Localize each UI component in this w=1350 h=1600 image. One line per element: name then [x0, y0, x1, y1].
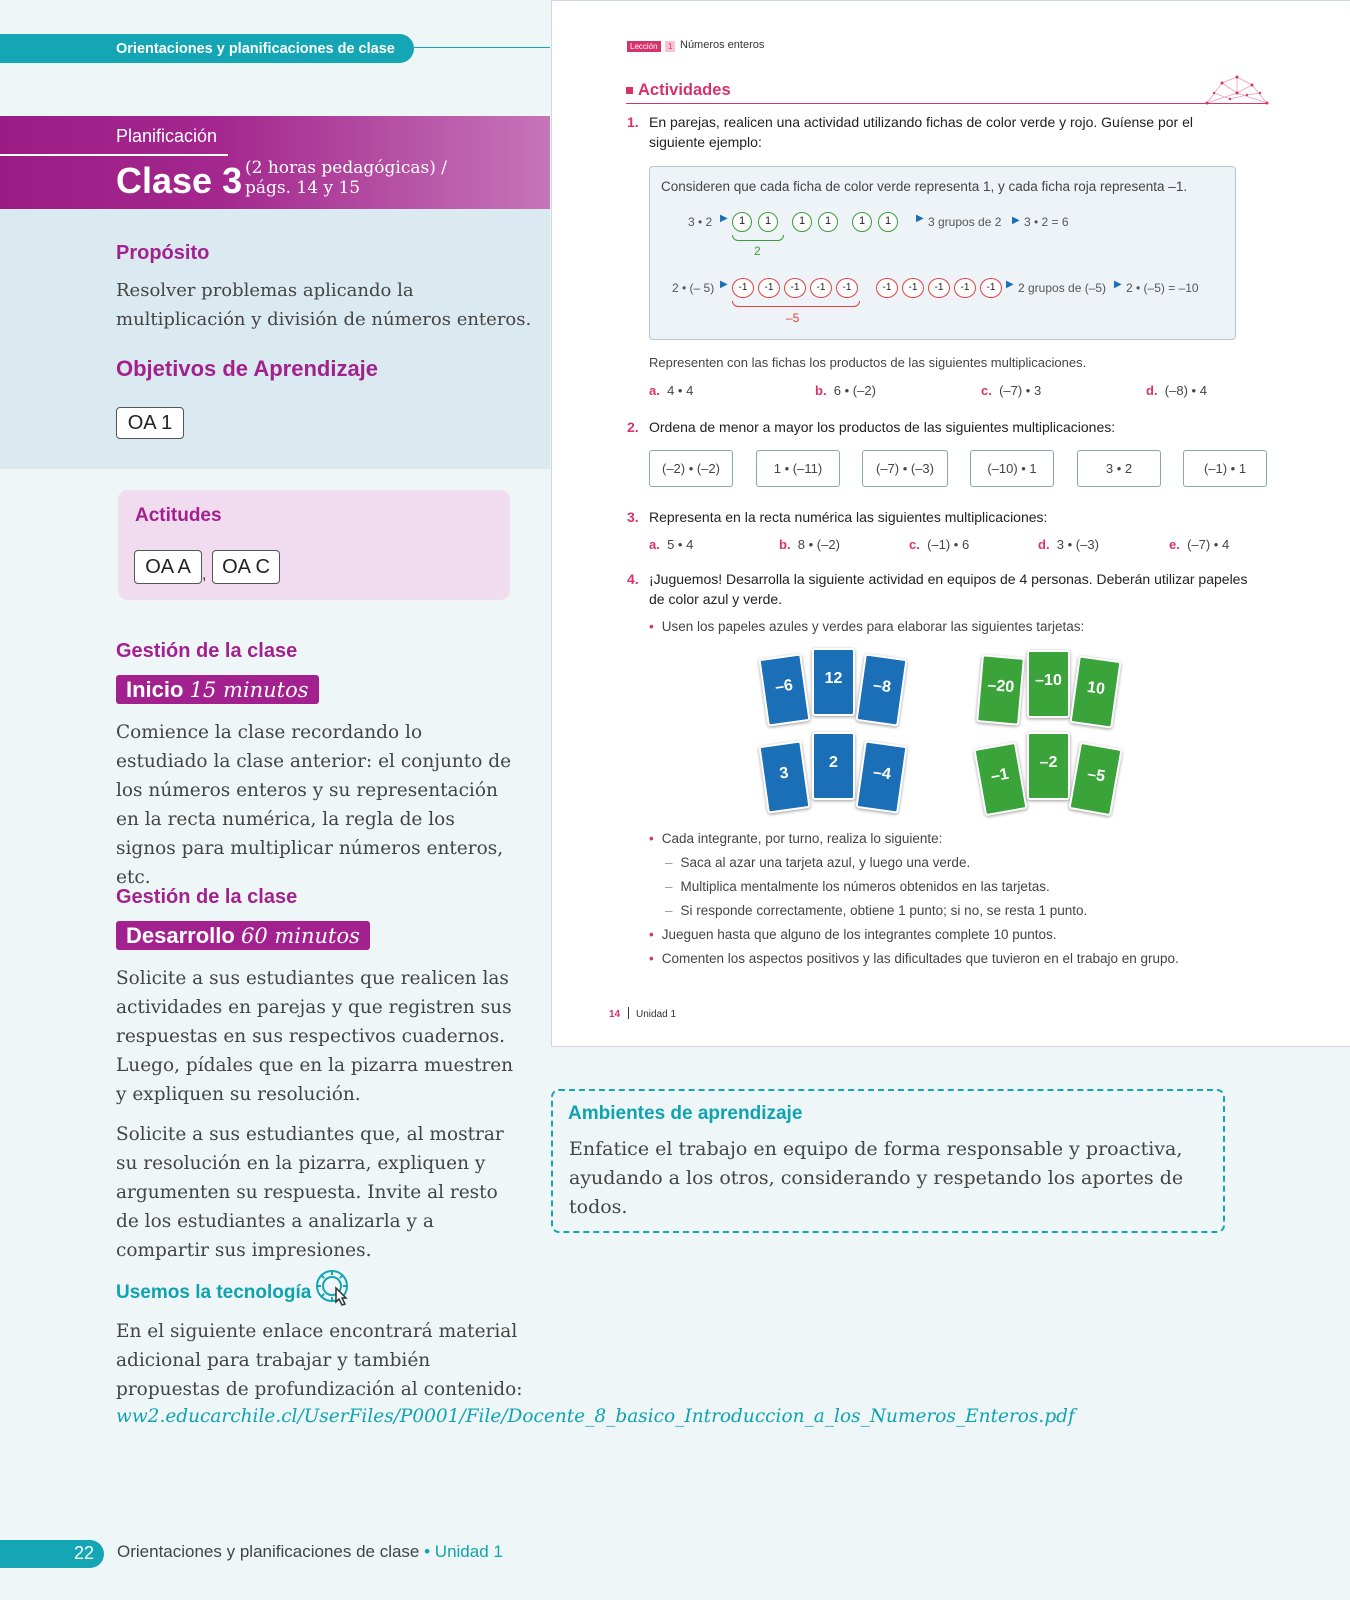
actividades-title: [626, 81, 731, 100]
ex2-result: 2 • (–5) = –10: [1126, 281, 1199, 295]
item-letter: c.: [981, 383, 992, 398]
green-chip: 1: [732, 212, 752, 232]
leccion-label: Lección: [627, 41, 661, 52]
green-card: –20: [976, 654, 1025, 725]
arrow-right-icon: ▶: [1006, 279, 1014, 290]
arrow-right-icon: ▶: [1114, 279, 1122, 290]
example-box: [649, 166, 1236, 340]
order-box: (–10) • 1: [970, 450, 1054, 487]
clase-title: Clase 3: [116, 160, 243, 201]
green-card: –5: [1068, 742, 1122, 816]
proposito-title: Propósito: [116, 242, 210, 264]
oa-badge: OA 1: [116, 407, 184, 439]
ex2-expression: 2 • (– 5): [672, 281, 715, 295]
q3-item-b: [779, 537, 840, 552]
footer-text: [117, 1542, 503, 1562]
green-card: –10: [1027, 650, 1070, 718]
red-chip: -1: [758, 278, 780, 298]
gestion-desarrollo-title: Gestión de la clase: [116, 886, 298, 908]
ex2-chips: [732, 277, 1006, 298]
item-letter: a.: [649, 537, 660, 552]
header-rule: [414, 47, 550, 48]
order-box: 1 • (–11): [756, 450, 840, 487]
actividades-rule: [626, 103, 1266, 104]
student-page-unit: Unidad 1: [636, 1009, 677, 1020]
square-bullet-icon: [626, 87, 633, 94]
q3-text: Representa en la recta numérica las siguientes multiplicaciones:: [649, 509, 1048, 525]
q4-number: 4.: [627, 571, 639, 587]
ambientes-title: Ambientes de aprendizaje: [568, 1103, 803, 1124]
blue-card: 3: [758, 740, 810, 813]
bullet-text: Usen los papeles azules y verdes para elaborar las siguientes tarjetas:: [661, 619, 1085, 634]
page-number: 22: [0, 1540, 104, 1568]
q4-dash-1: – Saca al azar una tarjeta azul, y luego una verde.: [665, 855, 971, 870]
item-value: 5 • 4: [667, 537, 694, 552]
q1-item-d: [1146, 383, 1207, 398]
green-chip: 1: [758, 212, 778, 232]
proposito-section: [0, 209, 550, 469]
bullet-icon: •: [649, 927, 654, 942]
planificacion-banner: [0, 116, 550, 209]
bullet-icon: •: [649, 831, 654, 846]
order-box: (–1) • 1: [1183, 450, 1267, 487]
item-value: 8 • (–2): [797, 537, 840, 552]
network-decoration-icon: [1202, 73, 1272, 112]
item-value: (–7) • 4: [1187, 537, 1230, 552]
item-value: 6 • (–2): [833, 383, 876, 398]
tecnologia-title: Usemos la tecnología: [116, 1282, 312, 1303]
arrow-right-icon: ▶: [720, 279, 728, 290]
green-chip: 1: [792, 212, 812, 232]
student-page: [551, 0, 1350, 1047]
actitud-separator: ,: [202, 566, 207, 583]
ex1-brace-label: 2: [754, 244, 761, 258]
banner-rule: [0, 154, 228, 156]
tecnologia-text: En el siguiente enlace encontrará material adicional para trabajar y también propuestas de profundización al contenido:: [116, 1321, 523, 1400]
order-box: 3 • 2: [1077, 450, 1161, 487]
desarrollo-pill: [116, 921, 370, 950]
blue-card: –8: [855, 653, 907, 726]
leccion-number: 1: [665, 41, 675, 52]
q3-number: 3.: [627, 509, 639, 525]
red-chip: -1: [902, 278, 924, 298]
q4-bullet-4: [649, 951, 1179, 966]
section-header: Orientaciones y planificaciones de clase: [0, 34, 414, 63]
q4-text: ¡Juguemos! Desarrolla la siguiente actividad en equipos de 4 personas. Deberán utilizar papeles de color azul y verde.: [649, 571, 1248, 607]
q1-instruction: Representen con las fichas los productos de las siguientes multiplicaciones.: [649, 355, 1087, 370]
blue-card: –4: [855, 740, 907, 813]
q3-item-a: [649, 537, 693, 552]
blue-card: 2: [812, 732, 855, 800]
actitudes-title: Actitudes: [135, 505, 222, 526]
q2-number: 2.: [627, 419, 639, 435]
q1-item-b: [815, 383, 876, 398]
clase-hours: [245, 158, 447, 198]
actitud-badge-a: OA A: [134, 550, 202, 584]
bullet-text: Cada integrante, por turno, realiza lo siguiente:: [661, 831, 943, 846]
q4-bullet-3: [649, 927, 1057, 942]
footer-separator: •: [419, 1542, 435, 1561]
clase-hours-text: (2 horas pedagógicas) /: [245, 158, 447, 178]
ex2-groups: 2 grupos de (–5): [1018, 281, 1107, 295]
item-value: (–7) • 3: [999, 383, 1042, 398]
q1-text: En parejas, realicen una actividad utilizando fichas de color verde y rojo. Guíense por el siguiente ejemplo:: [649, 114, 1193, 150]
red-chip: -1: [928, 278, 950, 298]
blue-card: 12: [812, 648, 855, 716]
arrow-right-icon: ▶: [1012, 215, 1020, 226]
red-chip: -1: [876, 278, 898, 298]
leccion-title: Números enteros: [680, 39, 765, 51]
gear-hand-icon: [312, 1266, 356, 1315]
item-letter: c.: [909, 537, 920, 552]
inicio-time: 15 minutos: [189, 678, 309, 702]
red-chip: -1: [980, 278, 1002, 298]
blue-card: –6: [758, 653, 810, 726]
item-letter: d.: [1146, 383, 1158, 398]
order-box: (–2) • (–2): [649, 450, 733, 487]
proposito-text: Resolver problemas aplicando la multiplicación y división de números enteros.: [116, 280, 532, 330]
actitud-badge-c: OA C: [212, 550, 280, 584]
green-card: –1: [973, 742, 1027, 816]
q3-item-d: [1038, 537, 1099, 552]
group-brace: [732, 235, 784, 241]
desarrollo-label: Desarrollo: [126, 923, 235, 948]
item-letter: d.: [1038, 537, 1050, 552]
bullet-text: Jueguen hasta que alguno de los integrantes complete 10 puntos.: [661, 927, 1057, 942]
q1-item-c: [981, 383, 1041, 398]
ex1-result: 3 • 2 = 6: [1024, 215, 1069, 229]
item-letter: b.: [779, 537, 791, 552]
planificacion-label: Planificación: [116, 126, 218, 146]
dash-text: Multiplica mentalmente los números obtenidos en las tarjetas.: [680, 879, 1050, 894]
example-intro: Consideren que cada ficha de color verde representa 1, y cada ficha roja representa –1.: [661, 179, 1188, 194]
objetivos-title: Objetivos de Aprendizaje: [116, 356, 379, 381]
dash-text: Saca al azar una tarjeta azul, y luego una verde.: [680, 855, 971, 870]
green-chip: 1: [818, 212, 838, 232]
q4-bullet-1: [649, 619, 1084, 634]
gestion-inicio-title: Gestión de la clase: [116, 640, 298, 662]
q4-dash-2: – Multiplica mentalmente los números obtenidos en las tarjetas.: [665, 879, 1050, 894]
inicio-label: Inicio: [126, 677, 184, 702]
footer-title: Orientaciones y planificaciones de clase: [117, 1542, 420, 1561]
ex1-chips: [732, 211, 904, 232]
arrow-right-icon: ▶: [916, 213, 924, 224]
green-card: 10: [1069, 655, 1121, 728]
clase-pages-text: págs. 14 y 15: [245, 178, 361, 198]
q3-item-e: [1169, 537, 1229, 552]
bullet-icon: •: [649, 951, 654, 966]
student-page-number: 14: [609, 1009, 621, 1020]
green-chip: 1: [852, 212, 872, 232]
red-chip: -1: [836, 278, 858, 298]
item-value: 3 • (–3): [1056, 537, 1099, 552]
q1-number: 1.: [627, 114, 639, 130]
order-box: (–7) • (–3): [862, 450, 948, 487]
footer-unit: Unidad 1: [434, 1542, 503, 1561]
bullet-text: Comenten los aspectos positivos y las dificultades que tuvieron en el trabajo en grupo.: [661, 951, 1179, 966]
q3-item-c: [909, 537, 969, 552]
ex2-brace-label: –5: [786, 311, 800, 325]
desarrollo-text-2: Solicite a sus estudiantes que, al mostrar su resolución en la pizarra, expliquen y argumenten su respuesta. Invite al resto de los estudiantes a analizarla y a compartir sus impresiones.: [116, 1124, 504, 1261]
item-letter: a.: [649, 383, 660, 398]
item-value: (–8) • 4: [1164, 383, 1207, 398]
q4-bullet-2: [649, 831, 942, 846]
tecnologia-link[interactable]: ww2.educarchile.cl/UserFiles/P0001/File/Docente_8_basico_Introduccion_a_los_Numeros_Enteros.pdf: [116, 1406, 1075, 1427]
q4-dash-3: – Si responde correctamente, obtiene 1 punto; si no, se resta 1 punto.: [665, 903, 1088, 918]
green-chip: 1: [878, 212, 898, 232]
red-chip: -1: [810, 278, 832, 298]
item-value: 4 • 4: [667, 383, 694, 398]
q1-item-a: [649, 383, 693, 398]
group-brace: [732, 301, 860, 307]
bullet-icon: •: [649, 619, 654, 634]
inicio-pill: [116, 675, 319, 704]
desarrollo-text-1: Solicite a sus estudiantes que realicen las actividades en parejas y que registren sus respuestas en sus respectivos cuadernos. Luego, pídales que en la pizarra muestren y expliquen su resolución.: [116, 968, 514, 1105]
page-divider: [628, 1007, 629, 1019]
red-chip: -1: [784, 278, 806, 298]
inicio-text: Comience la clase recordando lo estudiado la clase anterior: el conjunto de los números enteros y su representación en la recta numérica, la regla de los signos para multiplicar números enteros, etc.: [116, 722, 512, 888]
desarrollo-time: 60 minutos: [240, 924, 360, 948]
arrow-right-icon: ▶: [720, 213, 728, 224]
item-letter: b.: [815, 383, 827, 398]
ambientes-text: Enfatice el trabajo en equipo de forma responsable y proactiva, ayudando a los otros, considerando y respetando los aportes de todos.: [569, 1138, 1184, 1218]
green-card: –2: [1027, 732, 1070, 800]
ex1-expression: 3 • 2: [688, 215, 713, 229]
red-chip: -1: [732, 278, 754, 298]
item-value: (–1) • 6: [927, 537, 970, 552]
dash-text: Si responde correctamente, obtiene 1 punto; si no, se resta 1 punto.: [680, 903, 1088, 918]
q2-text: Ordena de menor a mayor los productos de las siguientes multiplicaciones:: [649, 419, 1116, 435]
ex1-groups: 3 grupos de 2: [928, 215, 1002, 229]
item-letter: e.: [1169, 537, 1180, 552]
red-chip: -1: [954, 278, 976, 298]
actividades-title-text: Actividades: [638, 81, 731, 99]
